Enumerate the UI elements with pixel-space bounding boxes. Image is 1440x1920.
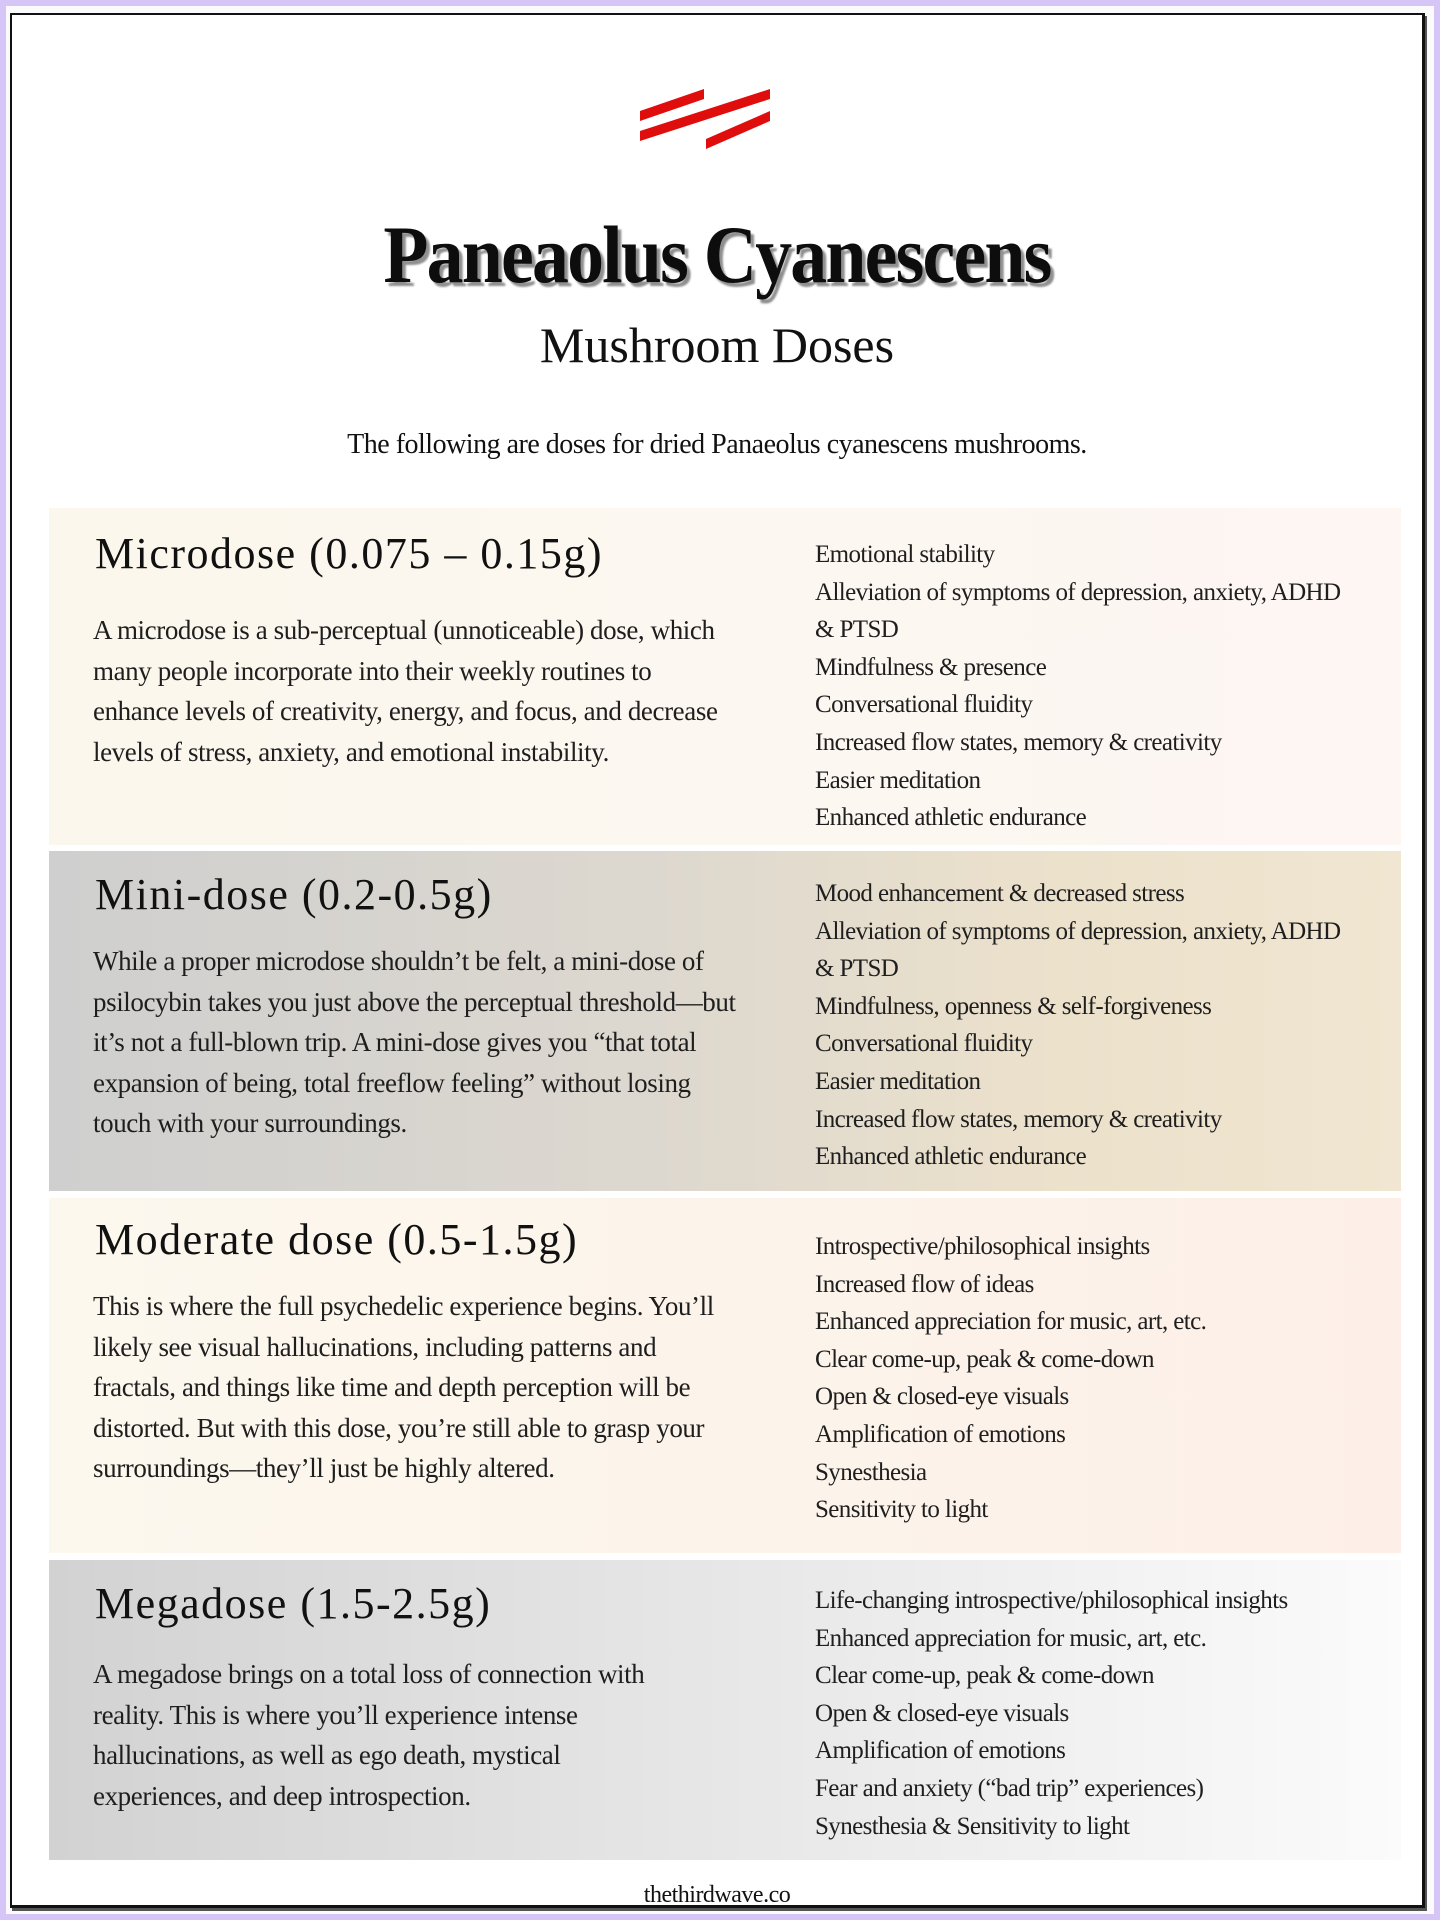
dose-description: While a proper microdose shouldn’t be felt, a mini-dose of psilocybin takes you just above the perceptual threshold—but it’s not a full-blown trip. A mini-dose gives you “that total expansion of being, total freeflow feeling” without losing touch with your surroundings. — [93, 946, 736, 1138]
benefit-item: Alleviation of symptoms of depression, anxiety, ADHD — [815, 917, 1341, 945]
benefit-item: Introspective/philosophical insights — [815, 1233, 1150, 1260]
dose-description: A microdose is a sub-perceptual (unnoticeable) dose, which many people incorporate into their weekly routines to enhance levels of creativity, energy, and focus, and decrease levels of stress, anxiety, and emotional instability. — [93, 615, 718, 767]
benefit-item: Easier meditation — [815, 766, 981, 794]
dose-heading: Moderate dose (0.5-1.5g) — [95, 1215, 579, 1264]
benefit-item: Increased flow states, memory & creativity — [815, 728, 1222, 756]
page-subtitle: Mushroom Doses — [539, 317, 895, 373]
benefit-item: Increased flow states, memory & creativity — [815, 1105, 1222, 1133]
dose-card-megadose — [49, 1560, 1401, 1860]
benefit-item: Clear come-up, peak & come-down — [815, 1662, 1154, 1690]
benefit-item: & PTSD — [815, 955, 899, 983]
dose-heading: Mini-dose (0.2-0.5g) — [95, 870, 493, 919]
benefit-item: Conversational fluidity — [815, 691, 1033, 719]
three-red-slashes-logo-icon — [640, 89, 780, 149]
dose-card-minidose — [49, 851, 1401, 1191]
benefit-item: Enhanced appreciation for music, art, etc. — [815, 1308, 1207, 1336]
page-background — [6, 6, 1434, 1914]
dose-card-moderate — [49, 1198, 1401, 1553]
benefit-item: Amplification of emotions — [815, 1737, 1066, 1765]
dose-heading: Megadose (1.5-2.5g) — [95, 1579, 492, 1628]
benefit-item: Emotional stability — [815, 541, 995, 568]
dose-card-microdose — [49, 508, 1401, 845]
benefit-item: Alleviation of symptoms of depression, anxiety, ADHD — [815, 578, 1341, 606]
benefit-item: Mood enhancement & decreased stress — [815, 880, 1185, 907]
intro-text: The following are doses for dried Panaeolus cyanescens mushrooms. — [347, 429, 1087, 460]
benefit-item: Fear and anxiety (“bad trip” experiences) — [815, 1774, 1204, 1802]
benefit-item: Mindfulness, openness & self-forgiveness — [815, 992, 1212, 1020]
benefit-item: Amplification of emotions — [815, 1420, 1066, 1448]
benefit-item: Synesthesia & Sensitivity to light — [815, 1812, 1130, 1840]
benefit-item: Enhanced athletic endurance — [815, 804, 1087, 832]
benefits-list — [815, 875, 1405, 1176]
benefit-item: Easier meditation — [815, 1067, 981, 1095]
benefit-item: & PTSD — [815, 616, 899, 644]
dose-description: This is where the full psychedelic experience begins. You’ll likely see visual hallucinations, including patterns and fractals, and things like time and depth perception will be distorted. But with this dose, you’re still able to grasp your surroundings—they’ll just be highly altered. — [93, 1291, 714, 1483]
infographic-frame — [10, 13, 1425, 1908]
benefits-list — [815, 1582, 1405, 1845]
benefit-item: Increased flow of ideas — [815, 1270, 1034, 1298]
benefit-item: Sensitivity to light — [815, 1496, 988, 1524]
benefit-item: Mindfulness & presence — [815, 653, 1047, 681]
benefit-item: Open & closed-eye visuals — [815, 1699, 1069, 1727]
benefit-item: Conversational fluidity — [815, 1030, 1033, 1058]
benefit-item: Life-changing introspective/philosophical insights — [815, 1587, 1288, 1614]
benefit-item: Synesthesia — [815, 1458, 927, 1486]
benefits-list — [815, 536, 1405, 837]
benefit-item: Enhanced athletic endurance — [815, 1143, 1087, 1171]
benefit-item: Enhanced appreciation for music, art, etc. — [815, 1624, 1207, 1652]
footer-site-link[interactable]: thethirdwave.co — [643, 1882, 791, 1908]
dose-description: A megadose brings on a total loss of connection with reality. This is where you’ll experience intense hallucinations, as well as ego death, mystical experiences, and deep introspection. — [93, 1659, 645, 1811]
page-title: Paneaolus Cyanescens — [383, 209, 1051, 300]
dose-heading: Microdose (0.075 – 0.15g) — [95, 529, 603, 578]
benefits-list — [815, 1228, 1405, 1529]
benefit-item: Open & closed-eye visuals — [815, 1383, 1069, 1411]
benefit-item: Clear come-up, peak & come-down — [815, 1345, 1154, 1373]
